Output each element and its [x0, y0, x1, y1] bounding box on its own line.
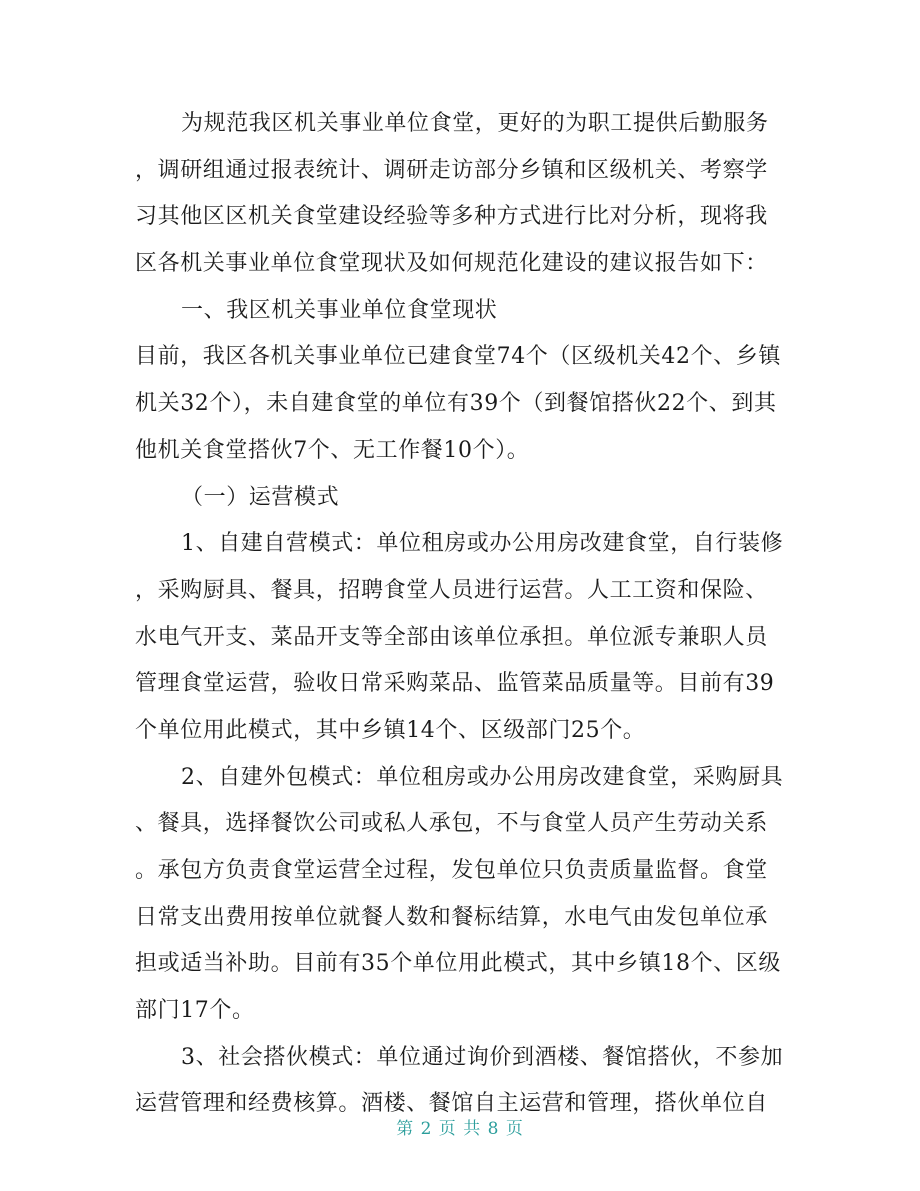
paragraph-line: 1、自建自营模式：单位租房或办公用房改建食堂，自行装修 [181, 531, 784, 557]
subsection-heading: （一）运营模式 [181, 484, 340, 510]
paragraph-line: 。承包方负责食堂运营全过程，发包单位只负责质量监督。食堂 [135, 858, 768, 883]
paragraph-line: 水电气开支、菜品开支等全部由该单位承担。单位派专兼职人员 [135, 624, 768, 650]
paragraph-line: 习其他区区机关食堂建设经验等多种方式进行比对分析，现将我 [135, 204, 768, 230]
paragraph-line: 2、自建外包模式：单位租房或办公用房改建食堂，采购厨具 [181, 764, 784, 790]
paragraph-line: 他机关食堂搭伙7个、无工作餐10个）。 [135, 437, 530, 463]
paragraph-line: 运营管理和经费核算。酒楼、餐馆自主运营和管理，搭伙单位自 [135, 1091, 768, 1117]
paragraph-line: 机关32个），未自建食堂的单位有39个（到餐馆搭伙22个、到其 [135, 391, 777, 417]
paragraph-line: ，采购厨具、餐具，招聘食堂人员进行运营。人工工资和保险、 [135, 577, 768, 603]
paragraph-line: 部门17个。 [135, 998, 255, 1024]
paragraph-line: 日常支出费用按单位就餐人数和餐标结算，水电气由发包单位承 [135, 904, 768, 930]
paragraph-line: 个单位用此模式，其中乡镇14个、区级部门25个。 [135, 717, 646, 743]
document-body [135, 101, 785, 1128]
page-number-footer: 第 2 页 共 8 页 [396, 1119, 524, 1139]
paragraph-line: 担或适当补助。目前有35个单位用此模式，其中乡镇18个、区级 [135, 951, 781, 977]
section-heading: 一、我区机关事业单位食堂现状 [181, 297, 498, 323]
paragraph-line: 3、社会搭伙模式：单位通过询价到酒楼、餐馆搭伙，不参加 [181, 1044, 784, 1070]
paragraph-line: ，调研组通过报表统计、调研走访部分乡镇和区级机关、考察学 [135, 157, 768, 183]
paragraph-line: 为规范我区机关事业单位食堂，更好的为职工提供后勤服务 [181, 111, 769, 136]
paragraph-line: 、餐具，选择餐饮公司或私人承包，不与食堂人员产生劳动关系 [135, 811, 768, 837]
paragraph-line: 管理食堂运营，验收日常采购菜品、监管菜品质量等。目前有39 [135, 671, 775, 697]
paragraph-line: 目前，我区各机关事业单位已建食堂74个（区级机关42个、乡镇 [135, 344, 781, 370]
paragraph-line: 区各机关事业单位食堂现状及如何规范化建设的建议报告如下： [135, 251, 768, 277]
